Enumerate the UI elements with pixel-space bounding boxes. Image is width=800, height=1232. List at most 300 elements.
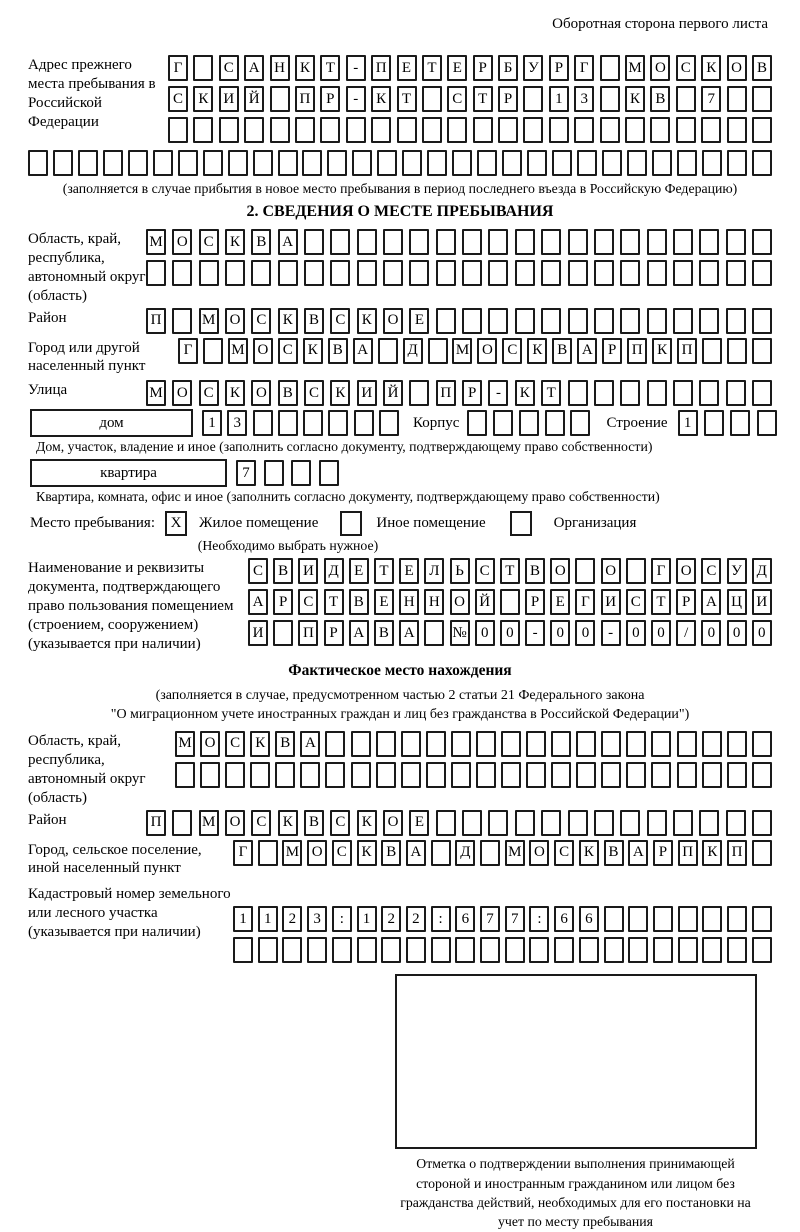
char-box	[699, 380, 719, 406]
char-box	[677, 762, 697, 788]
char-box: К	[357, 308, 377, 334]
char-box: О	[601, 558, 621, 584]
char-box: А	[353, 338, 373, 364]
actual-location-note-line1: (заполняется в случае, предусмотренном частью 2 статьи 21 Федерального закона	[155, 687, 645, 703]
char-box	[351, 731, 371, 757]
apartment-number-row	[236, 460, 339, 486]
field-stay-type	[30, 511, 772, 536]
field-actual-region	[28, 731, 772, 808]
char-box	[594, 810, 614, 836]
char-box: К	[701, 55, 721, 81]
char-box	[278, 410, 298, 436]
char-box	[568, 810, 588, 836]
char-box: Е	[550, 589, 570, 615]
char-box	[233, 937, 253, 963]
char-box	[676, 86, 696, 112]
char-box: В	[328, 338, 348, 364]
char-box: К	[702, 840, 722, 866]
char-box: Р	[498, 86, 518, 112]
char-box	[175, 762, 195, 788]
char-box	[436, 260, 456, 286]
char-box	[172, 260, 192, 286]
house-number-row	[202, 410, 399, 436]
char-box: М	[199, 308, 219, 334]
char-box: С	[251, 308, 271, 334]
char-box: Р	[473, 55, 493, 81]
char-box: А	[628, 840, 648, 866]
char-box: С	[676, 55, 696, 81]
char-box: А	[701, 589, 721, 615]
char-box: М	[146, 229, 166, 255]
char-box	[319, 460, 339, 486]
char-box	[488, 260, 508, 286]
city-label: Город или другой населенный пункт	[28, 339, 146, 375]
field-actual-district	[28, 810, 772, 836]
char-box: М	[452, 338, 472, 364]
char-box: Р	[602, 338, 622, 364]
char-box	[577, 150, 597, 176]
char-box	[275, 762, 295, 788]
char-box	[575, 558, 595, 584]
char-box: К	[652, 338, 672, 364]
char-box: О	[200, 731, 220, 757]
char-box	[576, 762, 596, 788]
char-box	[346, 117, 366, 143]
document-row-1	[248, 558, 772, 584]
char-box	[295, 117, 315, 143]
char-box	[199, 260, 219, 286]
char-box	[673, 229, 693, 255]
char-box	[103, 150, 123, 176]
char-box: 0	[727, 620, 747, 646]
char-box: Р	[653, 840, 673, 866]
char-box	[251, 260, 271, 286]
char-box	[727, 731, 747, 757]
char-box	[545, 410, 565, 436]
section2-title: 2. СВЕДЕНИЯ О МЕСТЕ ПРЕБЫВАНИЯ	[246, 203, 554, 220]
char-box	[579, 937, 599, 963]
char-box	[473, 117, 493, 143]
char-box: О	[225, 810, 245, 836]
stay-option-residential: Жилое помещение	[199, 515, 319, 532]
char-box	[462, 229, 482, 255]
char-box: :	[431, 906, 451, 932]
char-box: Д	[455, 840, 475, 866]
char-box	[699, 260, 719, 286]
char-box: 7	[236, 460, 256, 486]
char-box: С	[330, 810, 350, 836]
checkbox-organization	[510, 511, 532, 536]
char-box	[493, 410, 513, 436]
char-box	[600, 55, 620, 81]
char-box: С	[502, 338, 522, 364]
char-box: С	[330, 308, 350, 334]
char-box	[447, 117, 467, 143]
char-box: Е	[374, 589, 394, 615]
char-box: К	[295, 55, 315, 81]
apartment-note: Квартира, комната, офис и иное (заполнить согласно документу, подтверждающему право собственности)	[36, 489, 660, 505]
char-box	[320, 117, 340, 143]
char-box: М	[625, 55, 645, 81]
char-box: К	[225, 229, 245, 255]
actual-city-label: Город, сельское поселение, иной населенный пункт	[28, 841, 202, 877]
char-box	[673, 380, 693, 406]
char-box	[752, 762, 772, 788]
char-box	[330, 260, 350, 286]
char-box: П	[371, 55, 391, 81]
char-box	[653, 937, 673, 963]
char-box: С	[225, 731, 245, 757]
char-box: 1	[202, 410, 222, 436]
char-box	[604, 937, 624, 963]
char-box: И	[601, 589, 621, 615]
char-box	[302, 150, 322, 176]
char-box: У	[523, 55, 543, 81]
stay-option-other-premises: Иное помещение	[376, 515, 486, 532]
district-row	[146, 308, 772, 334]
char-box: 1	[678, 410, 698, 436]
char-box: К	[250, 731, 270, 757]
char-box	[727, 937, 747, 963]
char-box	[225, 762, 245, 788]
char-box	[128, 150, 148, 176]
char-box: Й	[383, 380, 403, 406]
char-box	[500, 589, 520, 615]
char-box: Т	[541, 380, 561, 406]
char-box: Д	[403, 338, 423, 364]
char-box: Г	[651, 558, 671, 584]
char-box: А	[278, 229, 298, 255]
char-box	[332, 937, 352, 963]
document-row-2	[248, 589, 772, 615]
checkbox-residential: X	[165, 511, 187, 536]
char-box: К	[225, 380, 245, 406]
char-box	[498, 117, 518, 143]
char-box: К	[357, 840, 377, 866]
char-box	[620, 260, 640, 286]
char-box: 2	[282, 906, 302, 932]
char-box	[327, 150, 347, 176]
char-box: П	[436, 380, 456, 406]
char-box	[377, 150, 397, 176]
char-box	[303, 410, 323, 436]
char-box	[628, 937, 648, 963]
char-box: 0	[651, 620, 671, 646]
char-box	[727, 117, 747, 143]
char-box	[677, 731, 697, 757]
char-box	[436, 308, 456, 334]
char-box	[304, 260, 324, 286]
char-box	[505, 937, 525, 963]
char-box: М	[199, 810, 219, 836]
char-box	[436, 229, 456, 255]
char-box: Д	[324, 558, 344, 584]
char-box	[673, 260, 693, 286]
char-box: С	[332, 840, 352, 866]
char-box	[702, 937, 722, 963]
char-box	[727, 150, 747, 176]
actual-region-row-1	[175, 731, 772, 757]
char-box	[602, 150, 622, 176]
char-box: С	[626, 589, 646, 615]
char-box: Г	[233, 840, 253, 866]
char-box: Т	[651, 589, 671, 615]
char-box: Н	[424, 589, 444, 615]
char-box: Р	[525, 589, 545, 615]
char-box	[594, 229, 614, 255]
cadastral-row-2	[233, 937, 772, 963]
char-box	[258, 937, 278, 963]
char-box	[168, 117, 188, 143]
char-box	[253, 150, 273, 176]
char-box	[376, 731, 396, 757]
char-box: С	[554, 840, 574, 866]
char-box	[462, 260, 482, 286]
char-box: И	[357, 380, 377, 406]
char-box: Г	[178, 338, 198, 364]
char-box: Е	[349, 558, 369, 584]
district-label: Район	[28, 309, 67, 326]
char-box	[620, 380, 640, 406]
char-box: К	[193, 86, 213, 112]
char-box	[282, 937, 302, 963]
prev-address-row-2	[168, 86, 772, 112]
prev-address-row-1	[168, 55, 772, 81]
char-box	[379, 410, 399, 436]
char-box: Б	[498, 55, 518, 81]
actual-location-title: Фактическое место нахождения	[288, 661, 512, 679]
char-box: В	[604, 840, 624, 866]
char-box	[647, 308, 667, 334]
char-box	[462, 810, 482, 836]
char-box	[431, 937, 451, 963]
char-box	[727, 906, 747, 932]
field-street	[28, 380, 772, 406]
char-box: Р	[462, 380, 482, 406]
char-box	[352, 150, 372, 176]
prev-address-note: (заполняется в случае прибытия в новое место пребывания в период последнего въезда в Российскую Федерацию)	[62, 181, 738, 196]
char-box: О	[251, 380, 271, 406]
char-box: С	[199, 380, 219, 406]
char-box	[307, 937, 327, 963]
char-box: :	[529, 906, 549, 932]
char-box	[549, 117, 569, 143]
char-box	[488, 229, 508, 255]
char-box	[153, 150, 173, 176]
char-box: Й	[475, 589, 495, 615]
char-box: О	[383, 810, 403, 836]
actual-region-row-2	[175, 762, 772, 788]
field-apartment	[30, 459, 772, 487]
char-box: О	[172, 229, 192, 255]
char-box	[699, 810, 719, 836]
char-box	[647, 380, 667, 406]
page-side-note: Оборотная сторона первого листа	[552, 16, 768, 32]
char-box	[451, 762, 471, 788]
document-row-3	[248, 620, 772, 646]
char-box	[381, 937, 401, 963]
char-box	[357, 260, 377, 286]
char-box: О	[477, 338, 497, 364]
char-box: -	[346, 55, 366, 81]
field-city	[28, 338, 772, 377]
char-box	[568, 229, 588, 255]
char-box: В	[525, 558, 545, 584]
char-box	[554, 937, 574, 963]
char-box: О	[225, 308, 245, 334]
char-box	[523, 117, 543, 143]
char-box: 0	[752, 620, 772, 646]
stamp-caption: Отметка о подтверждении выполнения принимающей стороной и иностранным гражданином или лицом без гражданства действий, необходимых для его постановки на учет по месту пребывания	[400, 1156, 751, 1230]
char-box	[541, 260, 561, 286]
char-box: К	[303, 338, 323, 364]
char-box	[653, 906, 673, 932]
char-box	[678, 937, 698, 963]
char-box: В	[251, 229, 271, 255]
char-box	[727, 762, 747, 788]
actual-region-label: Область, край, республика, автономный округ (область)	[28, 732, 146, 806]
char-box	[488, 308, 508, 334]
char-box	[570, 410, 590, 436]
char-box: 0	[701, 620, 721, 646]
char-box: /	[676, 620, 696, 646]
char-box: 2	[406, 906, 426, 932]
char-box: С	[447, 86, 467, 112]
char-box	[401, 731, 421, 757]
char-box: 1	[357, 906, 377, 932]
stamp-area	[395, 974, 757, 1231]
char-box	[726, 260, 746, 286]
char-box: Г	[574, 55, 594, 81]
char-box	[480, 937, 500, 963]
char-box: В	[374, 620, 394, 646]
char-box	[406, 937, 426, 963]
char-box	[752, 338, 772, 364]
char-box	[647, 229, 667, 255]
char-box	[620, 229, 640, 255]
char-box: Д	[752, 558, 772, 584]
char-box: Ь	[450, 558, 470, 584]
field-region	[28, 229, 772, 306]
field-actual-city	[28, 840, 772, 879]
char-box: О	[529, 840, 549, 866]
char-box	[527, 150, 547, 176]
char-box: П	[727, 840, 747, 866]
prev-address-row-3	[168, 117, 772, 143]
char-box	[501, 731, 521, 757]
char-box	[409, 229, 429, 255]
char-box	[523, 86, 543, 112]
cadastral-row-1	[233, 906, 772, 932]
char-box: Е	[447, 55, 467, 81]
char-box: 1	[233, 906, 253, 932]
char-box	[203, 338, 223, 364]
char-box: -	[525, 620, 545, 646]
char-box	[704, 410, 724, 436]
char-box: К	[357, 810, 377, 836]
char-box: 0	[626, 620, 646, 646]
char-box	[219, 117, 239, 143]
char-box: 0	[500, 620, 520, 646]
char-box: 0	[475, 620, 495, 646]
char-box	[702, 906, 722, 932]
char-box: Р	[324, 620, 344, 646]
actual-city-row	[233, 840, 772, 866]
char-box	[526, 762, 546, 788]
actual-district-label: Район	[28, 811, 67, 828]
char-box: А	[399, 620, 419, 646]
char-box	[604, 906, 624, 932]
char-box: М	[146, 380, 166, 406]
char-box: О	[550, 558, 570, 584]
char-box	[78, 150, 98, 176]
char-box	[568, 260, 588, 286]
char-box: 3	[227, 410, 247, 436]
field-prev-address	[28, 55, 772, 148]
stroenie-row	[678, 410, 777, 436]
char-box	[699, 229, 719, 255]
char-box	[502, 150, 522, 176]
char-box	[376, 762, 396, 788]
char-box	[651, 762, 671, 788]
char-box: 3	[307, 906, 327, 932]
char-box: П	[298, 620, 318, 646]
char-box	[371, 117, 391, 143]
char-box: А	[406, 840, 426, 866]
char-box	[620, 810, 640, 836]
char-box: С	[219, 55, 239, 81]
actual-location-note	[28, 686, 772, 725]
char-box	[424, 620, 444, 646]
char-box	[357, 229, 377, 255]
char-box	[426, 731, 446, 757]
char-box	[258, 840, 278, 866]
char-box: В	[304, 810, 324, 836]
char-box: 2	[381, 906, 401, 932]
char-box	[752, 937, 772, 963]
char-box	[594, 380, 614, 406]
char-box	[178, 150, 198, 176]
char-box: К	[515, 380, 535, 406]
cadastral-label: Кадастровый номер земельного или лесного участка (указывается при наличии)	[28, 886, 231, 941]
char-box: -	[488, 380, 508, 406]
char-box: 6	[455, 906, 475, 932]
char-box	[752, 380, 772, 406]
char-box	[455, 937, 475, 963]
region-label: Область, край, республика, автономный округ (область)	[28, 231, 146, 304]
char-box	[730, 410, 750, 436]
char-box: В	[650, 86, 670, 112]
char-box	[451, 731, 471, 757]
char-box	[702, 731, 722, 757]
char-box: К	[330, 380, 350, 406]
char-box	[702, 762, 722, 788]
char-box	[627, 150, 647, 176]
document-strips	[248, 558, 772, 651]
char-box	[726, 229, 746, 255]
char-box: Г	[168, 55, 188, 81]
char-box	[594, 260, 614, 286]
char-box: О	[253, 338, 273, 364]
char-box: 1	[549, 86, 569, 112]
char-box	[600, 117, 620, 143]
char-box	[726, 308, 746, 334]
char-box: Т	[473, 86, 493, 112]
char-box	[650, 117, 670, 143]
char-box	[600, 86, 620, 112]
char-box	[278, 260, 298, 286]
char-box	[726, 380, 746, 406]
